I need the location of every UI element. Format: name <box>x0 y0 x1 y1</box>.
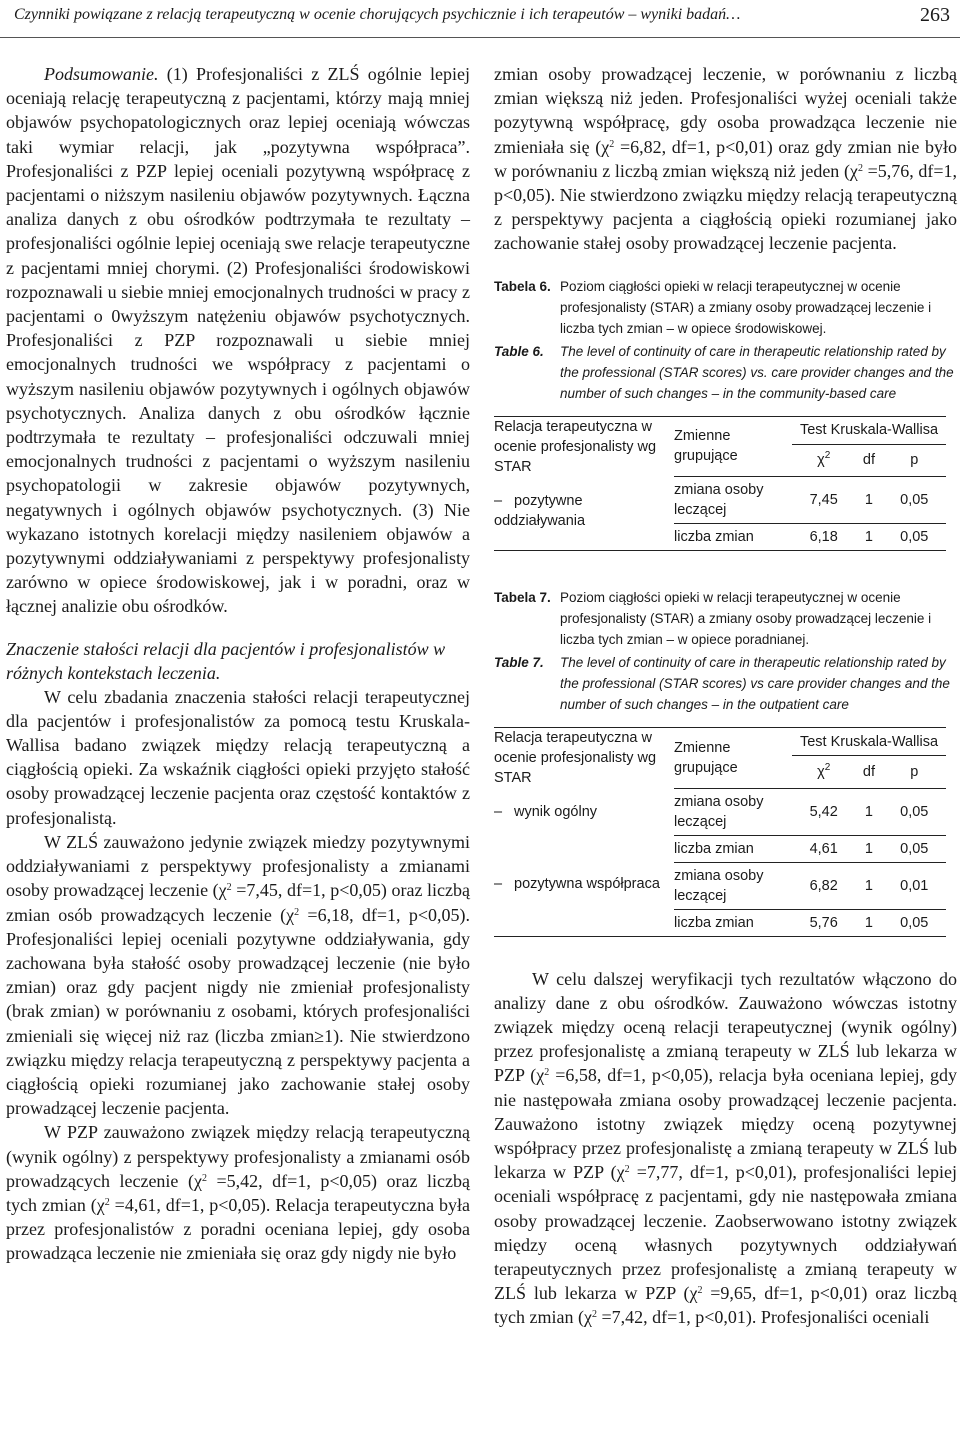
page-number: 263 <box>920 4 950 26</box>
table-6-head-relation: Relacja terapeutyczna w ocenie profesjonalisty wg STAR <box>494 416 674 477</box>
table-6 <box>494 416 946 552</box>
body-paragraph-1: W celu zbadania znaczenia stałości relacji terapeutycznej dla pacjentów i profesjonalistów za pomocą testu Kruskala-Wallisa badano związek między relacją terapeutyczną a ciągłością opieki. Za wskaźnik ciągłości opieki przyjęto stałość osoby prowadzącej leczenie pacjenta oraz częstość kontaktów z profesjonalistą. <box>6 686 470 828</box>
table-6-head-chi: $\chi^2$ <box>792 444 855 477</box>
running-title: Czynniki powiązane z relacją terapeutyczną w ocenie chorujących psychicznie i ich terapeutów – wyniki badań… <box>14 6 741 23</box>
summary-paragraph: Podsumowanie. (1) Profesjonaliści z ZLŚ ogólnie lepiej oceniają relację terapeutyczną z pacjentami, którzy mają mniej objawów psychopatologicznych oraz lepiej oceniają wówczas taki wymiar relacji, jak „pozytywna współpraca”. Profesjonaliści z PZP lepiej oceniali pozytywną współpracę z pacjentami o niższym nasileniu objawów pozytywnych. Łączna analiza danych z obu ośrodków podtrzymała te rezultaty – profesjonaliści ogólnie lepiej oceniają swe relacje terapeutyczne z pacjentami mniej chorymi. (2) Profesjonaliści środowiskowi rozpoznawali u siebie mniej emocjonalnych trudności w pracy z pacjentami o 0wyższym natężeniu objawów psychotycznych. Profesjonaliści z PZP rozpoznawali u siebie mniej emocjonalnych trudności we współpracy z pacjentami o wyższym nasileniu objawów pozytywnych i ogólnych objawów psychotycznych. Analiza danych z obu ośrodków łącznie podtrzymała te rezultaty – profesjonaliści odczuwali mniej emocjonalnych trudności z pacjentami o wyższym nasileniu psychopatologii w zakresie objawów pozytywnych, negatywnych i ogólnych objawów psychotycznych. (3) Nie wykazano istotnych korelacji między nasileniem objawów a pozytywnymi oddziaływaniami z perspektywy profesjonalisty zarówno w opiece środowiskowej, jak i w poradni, oraz w łącznej analizie obu ośrodków. <box>6 64 470 617</box>
table-6-group-label: – pozytywne oddziaływania <box>494 477 674 551</box>
table-6-head-group: Zmienne grupujące <box>674 416 792 477</box>
table-row: – pozytywna współpraca zmiana osoby leczącej 6,82 1 0,01 <box>494 862 946 909</box>
section-heading: Znaczenie stałości relacji dla pacjentów i profesjonalistów w różnych kontekstach leczenia. <box>6 638 446 683</box>
table-7-head-chi: $\chi^2$ <box>792 756 855 789</box>
body-paragraph-bottom: W celu dalszej weryfikacji tych rezultatów włączono do analizy dane z obu ośrodków. Zauważono wówczas istotny związek między oceną relacji terapeutycznej (wynik ogólny) przez profesjonalistę a zmianą terapeuty w ZLŚ lub lekarza w PZP ($\chi^2 =6,58$, df=1, p<0,05), relacja była oceniana lepiej, gdy nie następowała zmiana osoby prowadzącej leczenie pacjenta. Zauważono istotny związek między oceną pozytywnej współpracy przez profesjonalistę a zmianą terapeuty w ZLŚ lub lekarza w PZP ($\chi^2 =7,77$, df=1, p<0,01), profesjonaliści lepiej oceniali współpracę z pacjentami, gdy nie następowała zmiana osoby prowadzącej leczenie. Zaobserwowano istotny związek między oceną własnych pozytywnych oddziaływań terapeutycznych przez profesjonalistę a zmianą terapeuty w ZLŚ lub lekarza w PZP ($\chi^2 =9,65$, df=1, p<0,01) oraz liczbą tych zmian ($\chi^2 =7,42$, df=1, p<0,01). Profesjonaliści oceniali <box>494 968 957 1328</box>
table-6-head-test: Test Kruskala-Wallisa <box>792 416 946 444</box>
body-paragraph-3: W PZP zauważono związek między relacją terapeutyczną (wynik ogólny) z perspektywy profesjonalisty a zmianami osób prowadzących leczenie ($\chi^2 =5,42$, df=1, p<0,05) oraz liczbą tych zmian ($\chi^2 =4,61$, df=1, p<0,05). Relacja terapeutyczna była przez profesjonalistów z poradni oceniana lepiej, gdy osoba prowadząca leczenie nie zmieniała się oraz gdy nigdy nie było <box>6 1122 471 1264</box>
table-7-group1-label: – wynik ogólny <box>494 804 598 821</box>
table-row: – wynik ogólny zmiana osoby leczącej 5,42 1 0,05 <box>494 788 946 835</box>
table-7 <box>494 727 946 937</box>
running-header <box>0 0 960 38</box>
table-7-group2-label: – pozytywna współpraca <box>494 862 674 936</box>
table-7-caption: Tabela 7. Poziom ciągłości opieki w relacji terapeutycznej w ocenie profesjonalisty (STAR) a zmiany osoby prowadzącej leczenie i liczba tych zmian – w opiece poradnianej. Table 7. The level of continuity of care in therapeutic relationship rated by the professional (STAR scores) vs care provider changes and the number of such changes – in the outpatient care <box>494 590 950 713</box>
table-7-head-group: Zmienne grupujące <box>674 728 792 789</box>
body-paragraph-top: zmian osoby prowadzącej leczenie, w porównaniu z liczbą zmian większą niż jeden. Profesjonaliści wyżej oceniali także pozytywną współpracę, gdy osoba prowadząca leczenie nie zmieniała się ($\chi^2 =6,82$, df=1, p<0,01) oraz gdy zmian nie było w porównaniu z liczbą zmian większą niż jeden ($\chi^2 =5,76$, df=1, p<0,05). Nie stwierdzono związku między relacją terapeutyczną z perspektywy pacjenta a ciągłością opieki rozumianej jako zachowanie stałej osoby prowadzącej leczenie pacjenta. <box>494 64 958 254</box>
table-row: liczba zmian 6,18 1 0,05 <box>494 524 946 551</box>
table-6-caption: Tabela 6. Poziom ciągłości opieki w relacji terapeutycznej w ocenie profesjonalisty (STAR) a zmiany osoby prowadzącej leczenie i liczba tych zmian – w opiece środowiskowej. Table 6. The level of continuity of care in therapeutic relationship rated by the professional (STAR scores) vs. care provider changes and the number of such changes – in the community-based care <box>494 278 954 401</box>
right-column <box>494 62 957 1330</box>
table-7-head-relation: Relacja terapeutyczna w ocenie profesjonalisty wg STAR <box>494 728 674 789</box>
table-6-head-df: df <box>855 444 882 477</box>
left-column <box>6 62 470 1266</box>
table-6-head-p: p <box>883 444 946 477</box>
body-paragraph-2: W ZLŚ zauważono jedynie związek miedzy pozytywnymi oddziaływaniami z perspektywy profesjonalisty a zmianami osoby prowadzącej leczenie ($\chi^2 =7,45$, df=1, p<0,05) oraz liczbą zmian osób prowadzących leczenie ($\chi^2 =6,18$, df=1, p<0,05). Profesjonaliści lepiej oceniali pozytywne oddziaływania, gdy zachowana była stałość osoby prowadzącej leczenie (nie było zmian) oraz gdy pacjent nigdy nie zmieniał profesjonalisty (brak zmian) w porównaniu z osobami, których profesjonaliści zmieniali się więcej niż raz (liczba zmian≥1). Nie stwierdzono związku między relacja terapeutyczną z perspektywy pacjenta a ciągłością opieki rozumianej jako zachowanie stałej osoby prowadzącej leczenie pacjenta. <box>6 831 470 1119</box>
table-row: liczba zmian 4,61 1 0,05 <box>494 835 946 862</box>
table-row: – pozytywne oddziaływania zmiana osoby leczącej 7,45 1 0,05 <box>494 477 946 524</box>
table-7-head-df: df <box>855 756 882 789</box>
summary-label: Podsumowanie. <box>44 64 159 84</box>
table-7-head-test: Test Kruskala-Wallisa <box>792 728 946 756</box>
table-7-head-p: p <box>883 756 946 789</box>
table-row: liczba zmian 5,76 1 0,05 <box>494 909 946 936</box>
